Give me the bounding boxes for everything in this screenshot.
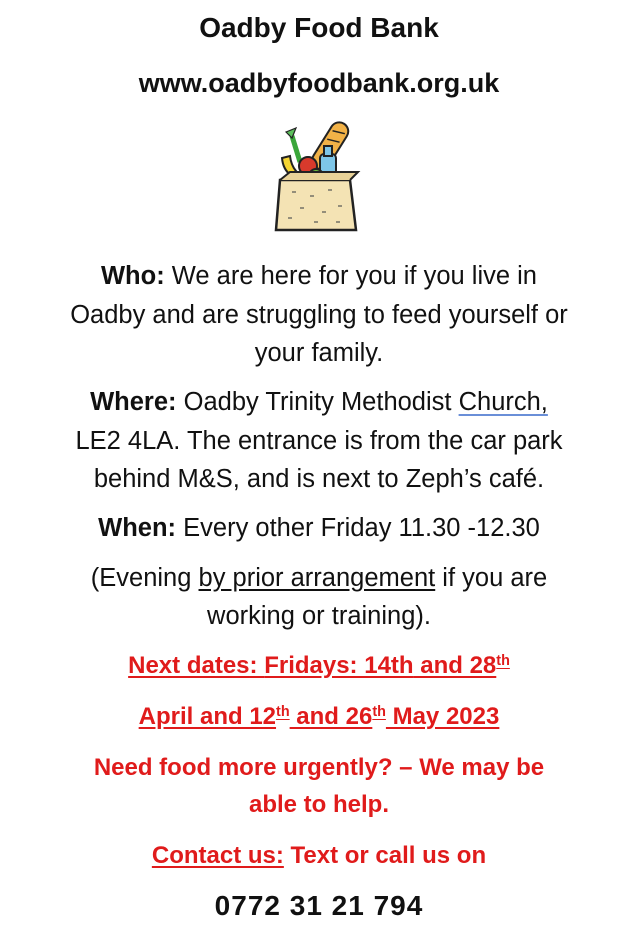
where-line-2: LE2 4LA. The entrance is from the car park — [75, 427, 563, 455]
who-line-2: Oadby and are struggling to feed yourself or — [70, 301, 568, 329]
phone-number[interactable]: 0772 31 21 794 — [214, 890, 424, 921]
grocery-bag-icon — [270, 118, 364, 236]
evening-line-2: working or training). — [207, 602, 431, 630]
church-link[interactable]: Church, — [458, 388, 548, 416]
when-label: When: — [98, 514, 177, 542]
website-url[interactable]: www.oadbyfoodbank.org.uk — [138, 68, 500, 98]
dates-line-1: Next dates: Fridays: 14th and 28th — [128, 652, 510, 679]
who-line-3: your family. — [254, 339, 384, 367]
who-label: Who: — [100, 262, 165, 290]
where-label: Where: — [90, 388, 177, 416]
contact-line: Contact us: Text or call us on — [151, 842, 487, 869]
contact-label: Contact us: — [151, 842, 284, 869]
where-line-1: Where: Oadby Trinity Methodist Church, — [90, 388, 548, 416]
dates-line-2: April and 12th and 26th May 2023 — [138, 703, 500, 730]
prior-arrangement-link[interactable]: by prior arrangement — [198, 564, 436, 592]
when-line: When: Every other Friday 11.30 -12.30 — [98, 514, 540, 542]
urgent-line-1: Need food more urgently? – We may be — [93, 754, 545, 781]
evening-line-1: (Evening by prior arrangement if you are — [90, 564, 548, 592]
where-line-3: behind M&S, and is next to Zeph’s café. — [93, 465, 545, 493]
page-title: Oadby Food Bank — [199, 12, 439, 43]
urgent-line-2: able to help. — [248, 791, 389, 818]
who-line-1: Who: We are here for you if you live in — [100, 262, 537, 290]
